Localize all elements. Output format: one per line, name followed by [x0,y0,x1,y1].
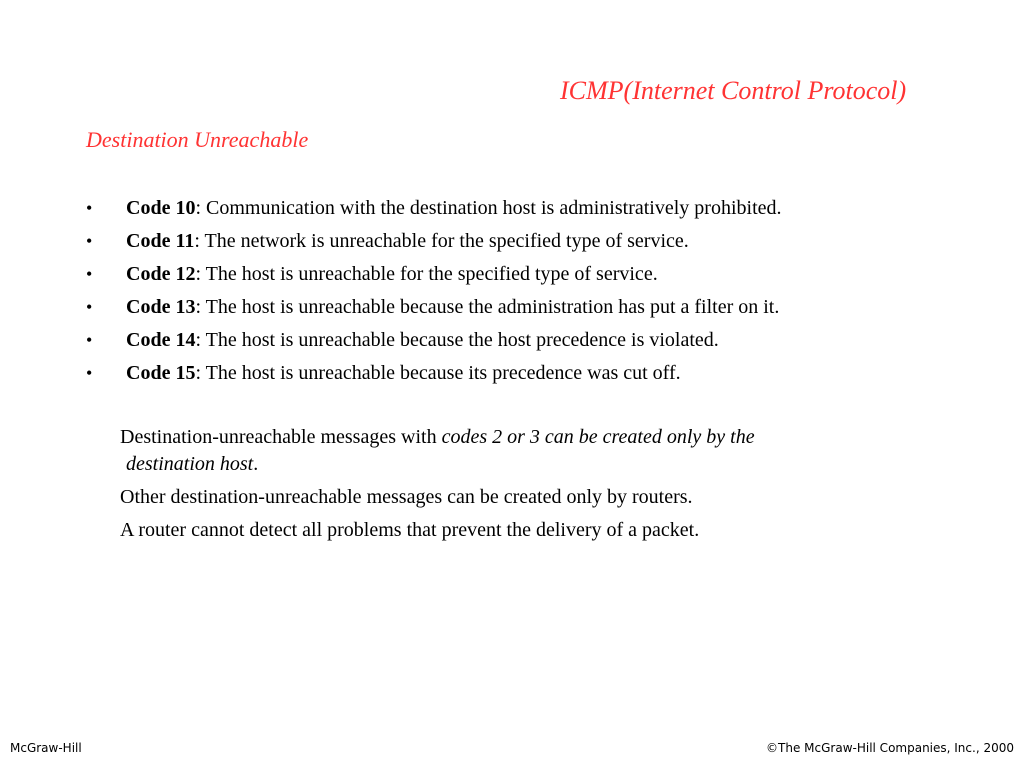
bullet-dot-icon: • [86,297,93,317]
bullet-dot-icon: • [86,363,93,383]
code-label: Code 12 [126,263,196,285]
code-bullet-list [86,194,986,392]
paragraph-prefix: Destination-unreachable messages with [120,426,442,448]
paragraph-italic-line-2: destination host [126,453,254,475]
bullet-dot-icon: • [86,264,93,284]
bullet-code-11 [86,227,986,260]
code-description: : The host is unreachable because the administration has put a filter on it. [195,296,780,318]
code-description: : The host is unreachable because its precedence was cut off. [195,362,681,384]
slide-title: ICMP(Internet Control Protocol) [560,76,907,105]
paragraph-line-2 [120,451,900,478]
code-label: Code 15 [126,362,196,384]
code-label: Code 11 [126,230,195,252]
bullet-dot-icon: • [86,231,93,251]
paragraph-suffix: . [253,453,259,475]
code-label: Code 13 [126,296,196,318]
code-label: Code 14 [126,329,196,351]
paragraph-routers: Other destination-unreachable messages can be created only by routers. [120,486,693,508]
code-description: : The host is unreachable because the host precedence is violated. [195,329,719,351]
paragraph-codes-2-3 [120,424,900,478]
paragraph-router-limits: A router cannot detect all problems that prevent the delivery of a packet. [120,519,700,541]
bullet-code-15 [86,359,986,392]
code-label: Code 10 [126,197,196,219]
code-description: : The host is unreachable for the specified type of service. [195,263,658,285]
bullet-code-14 [86,326,986,359]
bullet-code-10 [86,194,986,227]
code-description: : Communication with the destination host is administratively prohibited. [195,197,782,219]
section-subtitle: Destination Unreachable [86,127,309,152]
code-description: : The network is unreachable for the specified type of service. [194,230,689,252]
bullet-dot-icon: • [86,330,93,350]
footer-copyright: ©The McGraw-Hill Companies, Inc., 2000 [766,741,1014,755]
paragraph-italic-line-1: codes 2 or 3 can be created only by the [441,426,755,448]
bullet-dot-icon: • [86,198,93,218]
footer-publisher: McGraw-Hill [10,741,82,755]
paragraph-line-1 [120,424,900,451]
bullet-code-12 [86,260,986,293]
bullet-code-13 [86,293,986,326]
